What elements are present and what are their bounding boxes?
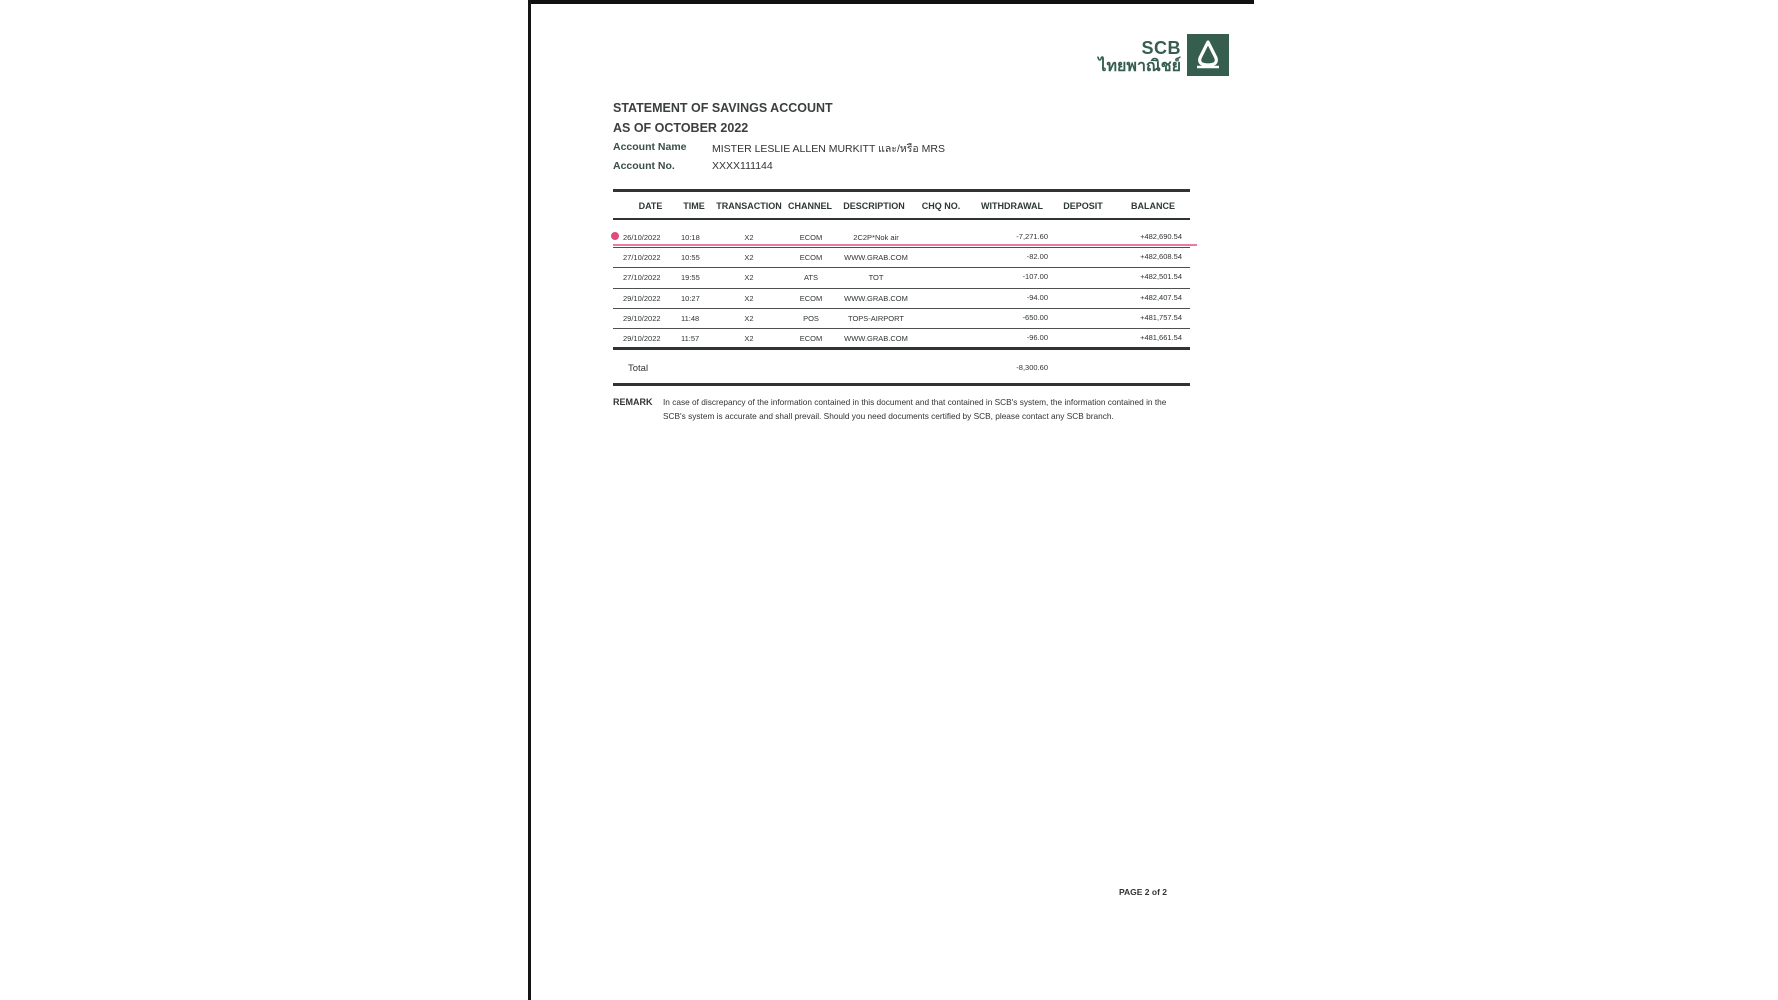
table-top-rule [613, 189, 1190, 192]
total-withdrawal: -8,300.60 [1016, 363, 1048, 372]
cell-date: 29/10/2022 [623, 294, 661, 303]
remark-text: In case of discrepancy of the information contained in this document and that contained in SCB's system, the information contained in the SCB's system is accurate and shall prevail. Should you need documents certified by SCB, please contact any SCB branch. [663, 397, 1167, 421]
cell-time: 10:55 [681, 253, 700, 262]
cell-description: 2C2P*Nok air [853, 233, 899, 242]
page-top-edge [531, 0, 1254, 4]
cell-transaction: X2 [744, 253, 754, 262]
row-divider [613, 288, 1190, 289]
statement-page [528, 0, 1254, 1000]
header-bottom-rule [613, 218, 1190, 220]
cell-transaction: X2 [744, 273, 754, 282]
cell-channel: ECOM [799, 253, 823, 262]
account-name-label: Account Name [613, 141, 687, 153]
cell-time: 11:48 [681, 314, 700, 323]
cell-date: 29/10/2022 [623, 314, 661, 323]
row-divider [613, 308, 1190, 309]
account-no-value: XXXX111144 [712, 160, 773, 172]
account-name-value: MISTER LESLIE ALLEN MURKITT และ/หรือ MRS [712, 143, 945, 155]
logo-text-th: ไทยพาณิชย์ [1098, 58, 1181, 75]
cell-date: 26/10/2022 [623, 233, 661, 242]
highlight-underline [613, 244, 1197, 246]
scb-logo [1067, 34, 1229, 78]
header-description: DESCRIPTION [843, 201, 905, 211]
cell-date: 29/10/2022 [623, 334, 661, 343]
cell-description: WWW.GRAB.COM [844, 334, 908, 343]
cell-channel: POS [803, 314, 819, 323]
total-label: Total [628, 363, 649, 374]
cell-balance: +481,661.54 [1140, 333, 1182, 342]
cell-withdrawal: -650.00 [1022, 313, 1048, 322]
cell-transaction: X2 [744, 314, 754, 323]
cell-description: TOPS-AIRPORT [848, 314, 904, 323]
header-deposit: DEPOSIT [1063, 201, 1103, 211]
header-time: TIME [683, 201, 705, 211]
cell-withdrawal: -107.00 [1022, 272, 1048, 281]
row-divider [613, 247, 1190, 248]
cell-balance: +482,608.54 [1140, 252, 1182, 261]
cell-withdrawal: -96.00 [1026, 333, 1048, 342]
cell-balance: +482,407.54 [1140, 293, 1182, 302]
cell-channel: ECOM [799, 294, 823, 303]
header-channel: CHANNEL [788, 201, 832, 211]
cell-transaction: X2 [744, 233, 754, 242]
cell-description: WWW.GRAB.COM [844, 294, 908, 303]
cell-channel: ECOM [799, 233, 823, 242]
logo-text-en: SCB [1141, 38, 1181, 58]
cell-time: 19:55 [681, 273, 700, 282]
cell-channel: ECOM [799, 334, 823, 343]
row-divider [613, 328, 1190, 329]
row-divider [613, 267, 1190, 268]
account-no-label: Account No. [613, 160, 675, 172]
cell-transaction: X2 [744, 294, 754, 303]
statement-title: STATEMENT OF SAVINGS ACCOUNT [613, 101, 833, 115]
cell-balance: +482,501.54 [1140, 272, 1182, 281]
cell-withdrawal: -94.00 [1026, 293, 1048, 302]
header-date: DATE [638, 201, 663, 211]
cell-transaction: X2 [744, 334, 754, 343]
cell-time: 10:18 [681, 233, 700, 242]
header-balance: BALANCE [1131, 201, 1175, 211]
header-withdrawal: WITHDRAWAL [981, 201, 1043, 211]
cell-time: 11:57 [681, 334, 700, 343]
cell-channel: ATS [803, 273, 819, 282]
header-transaction: TRANSACTION [716, 201, 782, 211]
cell-date: 27/10/2022 [623, 273, 661, 282]
page-number: PAGE 2 of 2 [1118, 887, 1167, 897]
cell-withdrawal: -82.00 [1026, 252, 1048, 261]
total-bottom-rule [613, 383, 1190, 386]
cell-time: 10:27 [681, 294, 700, 303]
cell-withdrawal: -7,271.60 [1016, 232, 1048, 241]
scb-emblem-icon [1187, 34, 1229, 76]
statement-period: AS OF OCTOBER 2022 [613, 121, 749, 135]
highlight-dot [611, 232, 619, 240]
header-chq-no: CHQ NO. [921, 201, 961, 211]
cell-balance: +482,690.54 [1140, 232, 1182, 241]
logo-wordmark [1098, 39, 1181, 75]
remark-label: REMARK [613, 397, 653, 407]
cell-balance: +481,757.54 [1140, 313, 1182, 322]
cell-description: TOT [868, 273, 884, 282]
cell-date: 27/10/2022 [623, 253, 661, 262]
cell-description: WWW.GRAB.COM [844, 253, 908, 262]
rows-bottom-rule [613, 347, 1190, 350]
